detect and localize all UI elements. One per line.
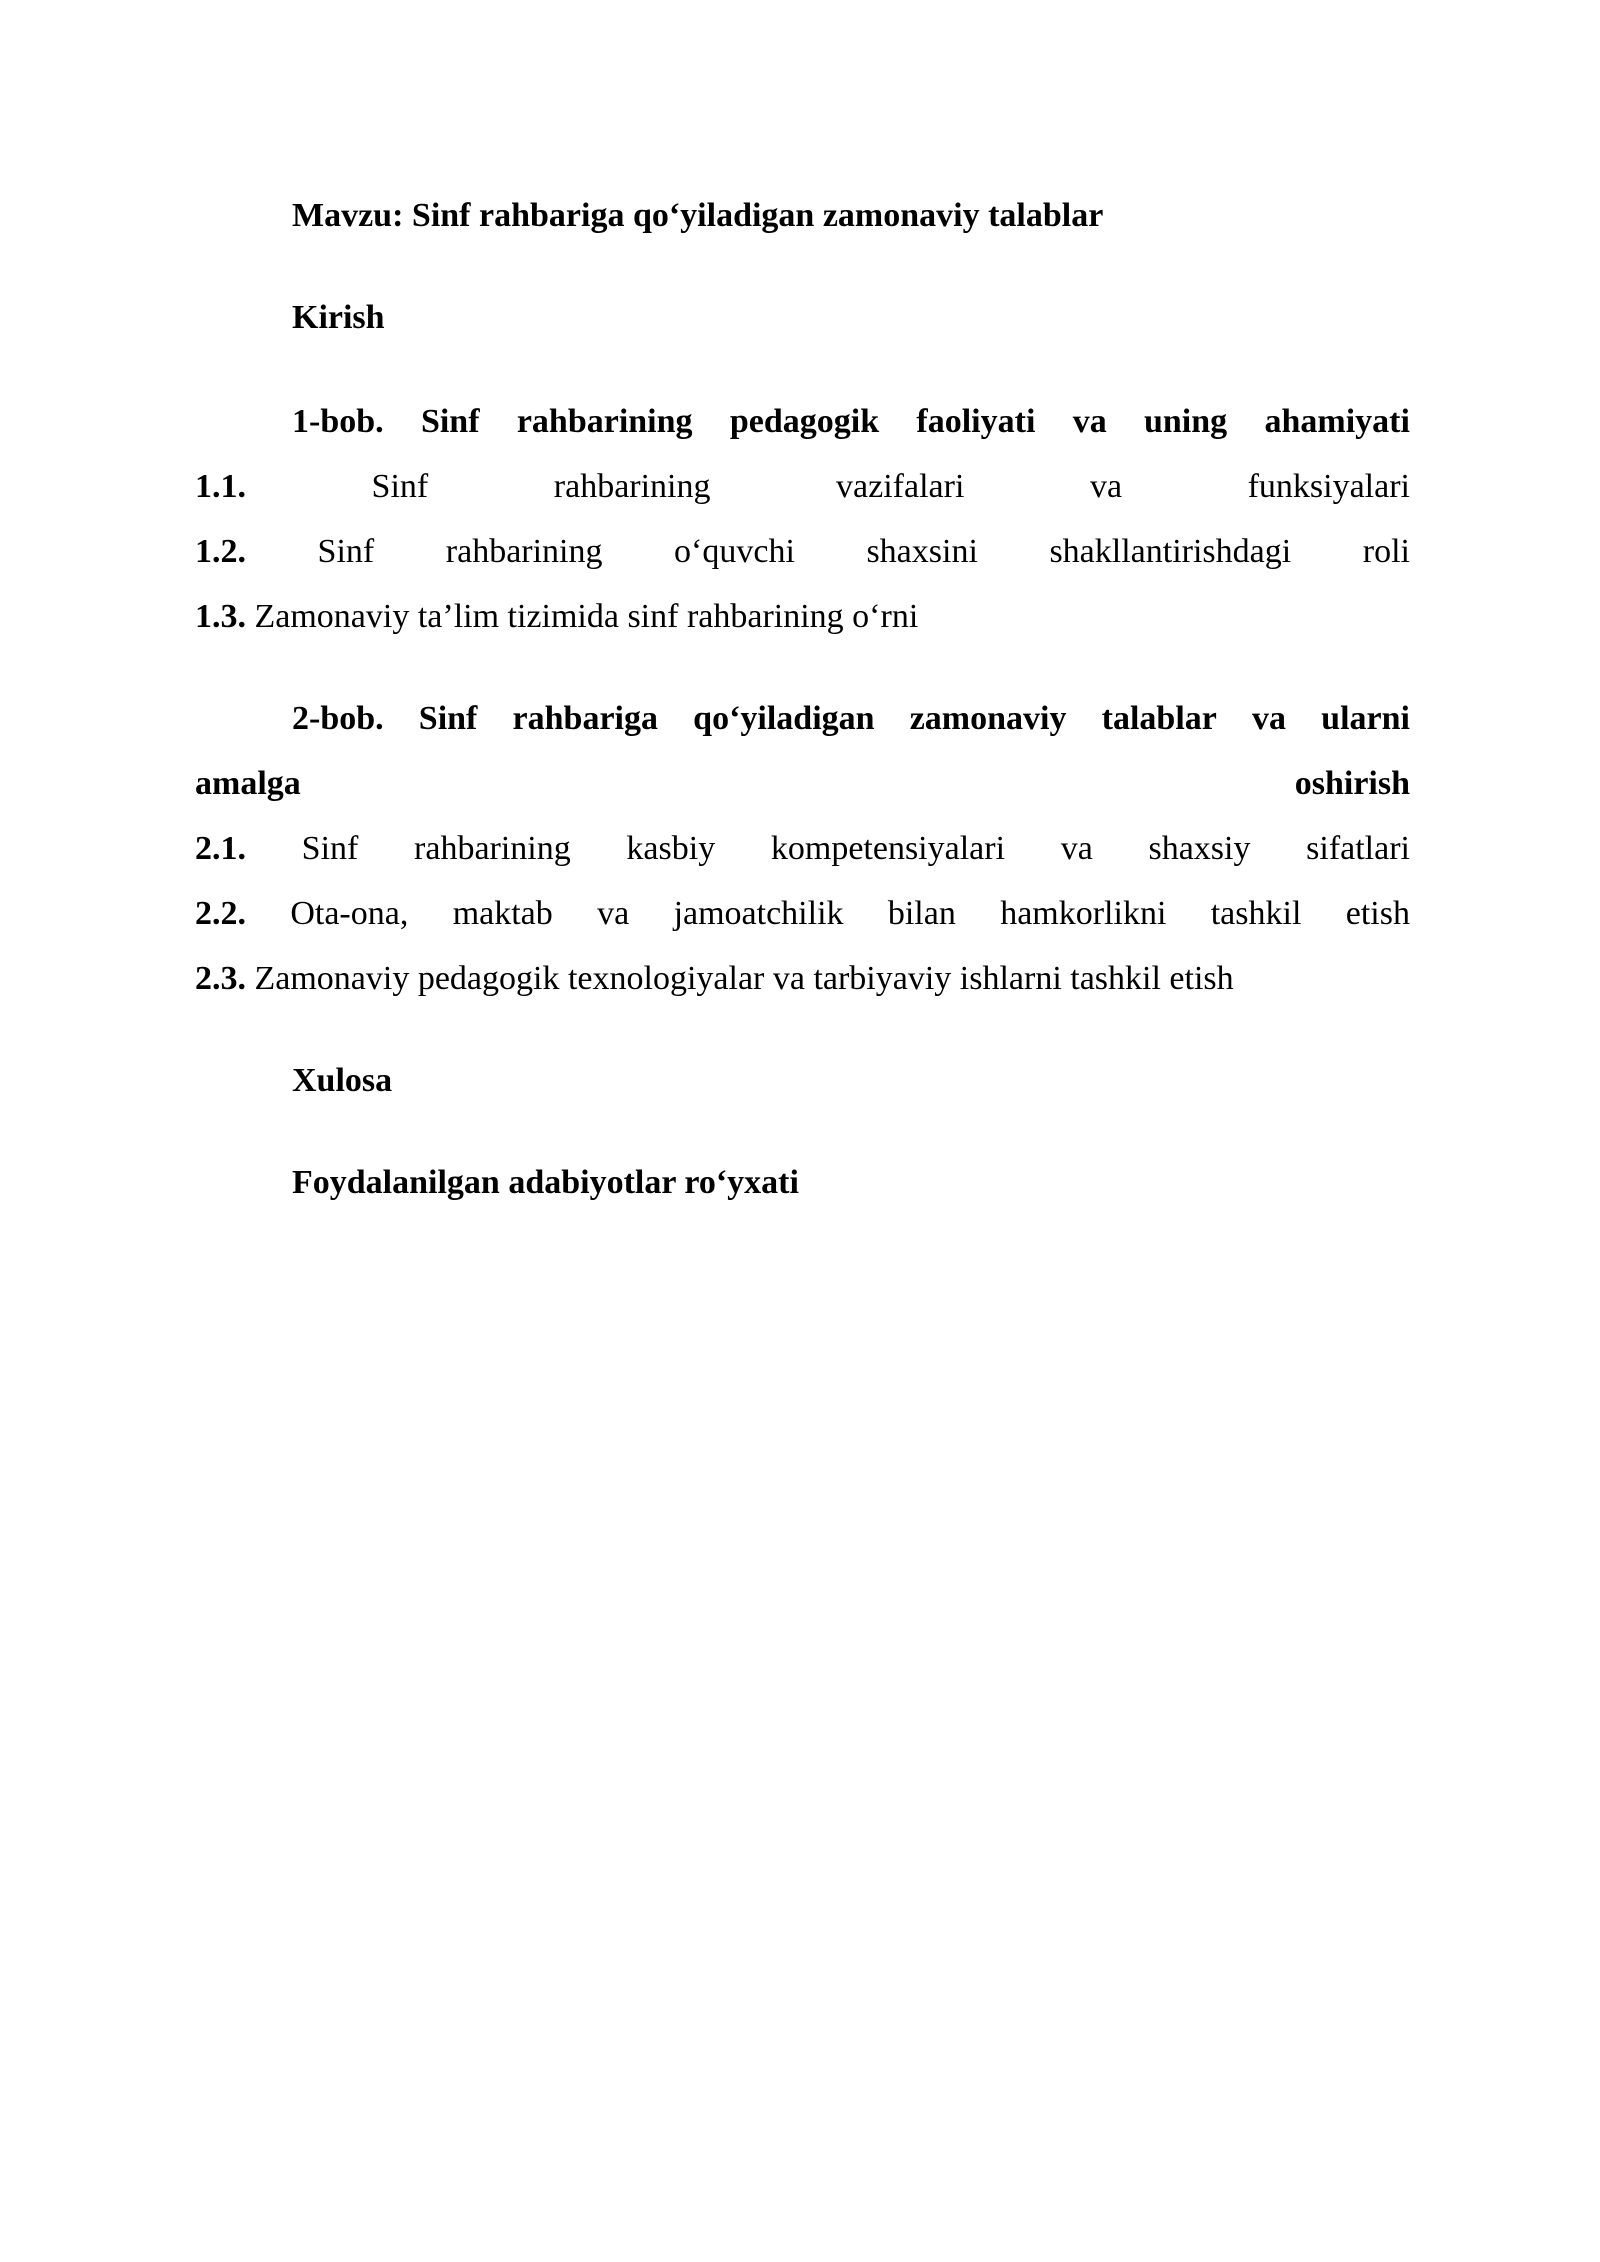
section-word: vazifalari — [836, 468, 965, 505]
section-word: shakllantirishdagi — [1049, 533, 1292, 570]
section-number: 2.2. — [195, 895, 246, 932]
section-word: o‘quvchi — [674, 533, 795, 570]
section-word: va — [597, 895, 630, 932]
chapter-2-heading-word: qo‘yiladigan — [693, 700, 875, 737]
chapter-1-heading-word: ahamiyati — [1264, 403, 1410, 440]
chapter-2-heading-word: ularni — [1321, 700, 1410, 737]
section-word: shaxsini — [866, 533, 978, 570]
chapter-1-heading-word: Sinf — [420, 403, 480, 440]
intro-heading: Kirish — [292, 299, 385, 336]
section-text: Zamonaviy pedagogik texnologiyalar va tarbiyaviy ishlarni tashkil etish — [254, 960, 1234, 997]
section-word: tashkil — [1210, 895, 1302, 932]
chapter-1-heading-word: rahbarining — [516, 403, 693, 440]
chapter-2-heading-word: amalga — [195, 765, 301, 802]
section-number: 1.1. — [195, 468, 246, 505]
section-word: etish — [1345, 895, 1410, 932]
chapter-2-heading-line-2 — [195, 764, 1410, 804]
section-number: 1.3. — [195, 598, 246, 635]
chapter-1-heading — [292, 402, 1410, 442]
chapter-2-heading-word: va — [1252, 700, 1287, 737]
section-word: rahbarining — [553, 468, 711, 505]
document-title: Mavzu: Sinf rahbariga qo‘yiladigan zamonaviy talablar — [292, 197, 1104, 234]
section-text: Zamonaviy ta’lim tizimida sinf rahbarining o‘rni — [254, 598, 919, 635]
section-1-2 — [195, 532, 1410, 572]
section-number: 2.3. — [195, 960, 246, 997]
section-word: rahbarining — [414, 830, 571, 867]
chapter-1-heading-word: uning — [1143, 403, 1228, 440]
section-word: roli — [1362, 533, 1410, 570]
section-word: Ota-ona, — [290, 895, 409, 932]
section-word: va — [1089, 468, 1123, 505]
chapter-2-heading-word: 2-bob. — [292, 700, 384, 737]
chapter-2-heading-line-1 — [292, 699, 1410, 739]
section-number: 2.1. — [195, 830, 246, 867]
section-word: Sinf — [371, 468, 429, 505]
section-word: rahbarining — [445, 533, 603, 570]
chapter-1-heading-word: va — [1072, 403, 1107, 440]
section-2-3 — [195, 959, 1410, 999]
chapter-2-heading-word: rahbariga — [512, 700, 658, 737]
chapter-1-heading-word: faoliyati — [916, 403, 1036, 440]
chapter-1-heading-word: 1-bob. — [292, 403, 384, 440]
section-word: hamkorlikni — [1000, 895, 1167, 932]
section-word: maktab — [452, 895, 553, 932]
conclusion-heading: Xulosa — [292, 1062, 393, 1099]
section-word: va — [1060, 830, 1093, 867]
chapter-2-heading-word: oshirish — [1294, 765, 1410, 802]
chapter-1-heading-word: pedagogik — [729, 403, 880, 440]
section-word: funksiyalari — [1247, 468, 1410, 505]
section-2-2 — [195, 894, 1410, 934]
section-word: jamoatchilik — [673, 895, 844, 932]
section-word: bilan — [887, 895, 956, 932]
section-word: Sinf — [317, 533, 375, 570]
section-word: kasbiy — [626, 830, 716, 867]
section-2-1 — [195, 829, 1410, 869]
section-number: 1.2. — [195, 533, 246, 570]
section-word: sifatlari — [1306, 830, 1410, 867]
chapter-2-heading-word: zamonaviy — [909, 700, 1067, 737]
section-word: kompetensiyalari — [770, 830, 1006, 867]
chapter-2-heading-word: talablar — [1101, 700, 1217, 737]
references-heading: Foydalanilgan adabiyotlar ro‘yxati — [292, 1164, 799, 1201]
section-1-1 — [195, 467, 1410, 507]
section-word: shaxsiy — [1148, 830, 1251, 867]
section-word: Sinf — [301, 830, 359, 867]
section-1-3 — [195, 597, 1410, 637]
chapter-2-heading-word: Sinf — [418, 700, 478, 737]
